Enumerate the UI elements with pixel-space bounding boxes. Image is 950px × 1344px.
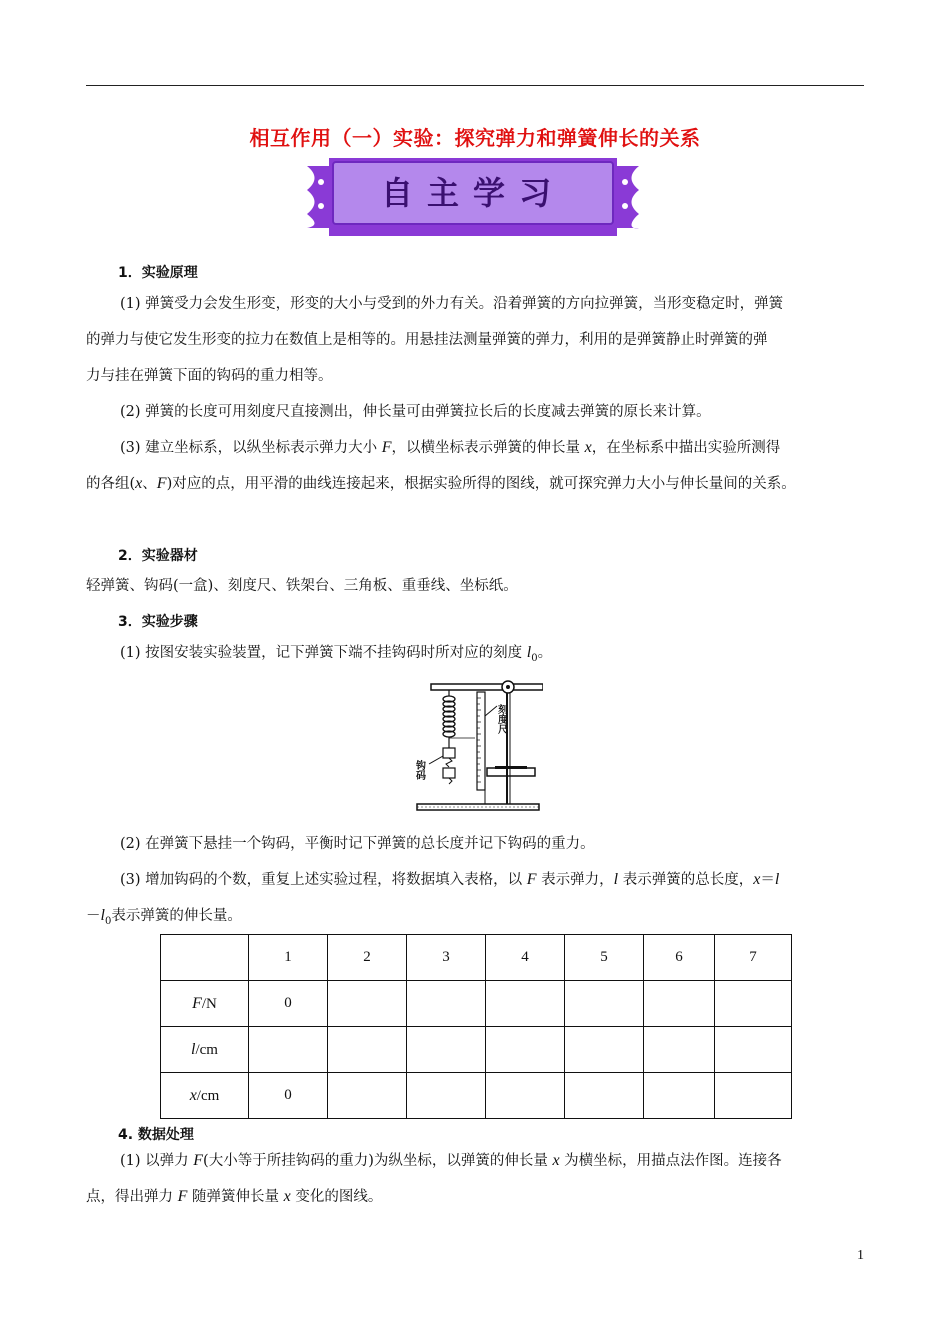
banner-text: 自主学习 <box>380 174 566 212</box>
page-number: 1 <box>857 1248 864 1263</box>
table-cell <box>565 1027 644 1073</box>
principle-paragraph-3: (3) 建立坐标系，以纵坐标表示弹力大小 F，以横坐标表示弹簧的伸长量 x，在坐标系中描出实验所测得 的各组(x、F)对应的点，用平滑的曲线连接起来，根据实验所得的图线，就可探究弹力大小与伸长量间的关系。 <box>86 439 796 492</box>
table-cell <box>715 1073 792 1119</box>
table-row <box>161 981 792 1027</box>
table-cell <box>486 981 565 1027</box>
table-header-cell: 6 <box>644 935 715 981</box>
table-cell <box>565 981 644 1027</box>
section-heading-equipment: 2．实验器材 <box>118 548 198 564</box>
table-cell <box>486 1073 565 1119</box>
table-header-row <box>161 935 792 981</box>
table-header-cell: 2 <box>328 935 407 981</box>
section-heading-data-processing: 4. 数据处理 <box>118 1127 194 1143</box>
equipment-list: 轻弹簧、钩码(一盒)、刻度尺、铁架台、三角板、重垂线、坐标纸。 <box>86 578 518 594</box>
principle-paragraph-1: (1) 弹簧受力会发生形变，形变的大小与受到的外力有关。沿着弹簧的方向拉弹簧，当形变稳定时，弹簧 的弹力与使它发生形变的拉力在数值上是相等的。用悬挂法测量弹簧的弹力，利用的是弹簧静止时弹簧的弹 力与挂在弹簧下面的钩码的重力相等。 <box>86 296 784 384</box>
apparatus-diagram <box>413 676 543 814</box>
row-label: F/N <box>161 981 249 1027</box>
table-header-cell: 3 <box>407 935 486 981</box>
step-2: (2) 在弹簧下悬挂一个钩码，平衡时记下弹簧的总长度并记下钩码的重力。 <box>120 836 595 852</box>
data-processing-paragraph: (1) 以弹力 F(大小等于所挂钩码的重力)为纵坐标，以弹簧的伸长量 x 为横坐标，用描点法作图。连接各 点，得出弹力 F 随弹簧伸长量 x 变化的图线。 <box>86 1152 782 1205</box>
table-cell <box>328 1073 407 1119</box>
section-heading-principle: 1．实验原理 <box>118 265 198 281</box>
table-cell: 0 <box>249 1073 328 1119</box>
table-cell <box>328 1027 407 1073</box>
data-table <box>160 934 792 1119</box>
table-cell <box>249 1027 328 1073</box>
table-row <box>161 1027 792 1073</box>
table-cell <box>407 1073 486 1119</box>
step-3: (3) 增加钩码的个数，重复上述实验过程，将数据填入表格，以 F 表示弹力，l 表示弹簧的总长度，x＝l $-l_0$表示弹簧的伸长量。 <box>86 871 780 927</box>
principle-paragraph-2: (2) 弹簧的长度可用刻度尺直接测出，伸长量可由弹簧拉长后的长度减去弹簧的原长来计算。 <box>120 404 711 420</box>
header-rule <box>86 85 864 86</box>
table-cell <box>644 981 715 1027</box>
weight-label: 钩码 <box>413 760 425 780</box>
table-cell <box>715 981 792 1027</box>
table-cell <box>328 981 407 1027</box>
table-row <box>161 1073 792 1119</box>
step-1: (1) 按图安装实验装置，记下弹簧下端不挂钩码时所对应的刻度 $l_0$。 <box>120 644 553 664</box>
table-header-cell <box>161 935 249 981</box>
table-header-cell: 1 <box>249 935 328 981</box>
table-cell <box>715 1027 792 1073</box>
document-title: 相互作用（一）实验：探究弹力和弹簧伸长的关系 <box>249 126 701 150</box>
table-cell <box>486 1027 565 1073</box>
table-cell <box>407 1027 486 1073</box>
table-cell <box>407 981 486 1027</box>
table-cell <box>565 1073 644 1119</box>
table-cell <box>644 1073 715 1119</box>
table-cell: 0 <box>249 981 328 1027</box>
table-header-cell: 4 <box>486 935 565 981</box>
row-label: x/cm <box>161 1073 249 1119</box>
spring-coils <box>443 696 455 737</box>
row-label: l/cm <box>161 1027 249 1073</box>
table-header-cell: 7 <box>715 935 792 981</box>
table-header-cell: 5 <box>565 935 644 981</box>
section-heading-steps: 3．实验步骤 <box>118 614 198 630</box>
study-banner <box>303 152 643 236</box>
table-cell <box>644 1027 715 1073</box>
ruler-label: 刻度尺 <box>495 704 507 734</box>
